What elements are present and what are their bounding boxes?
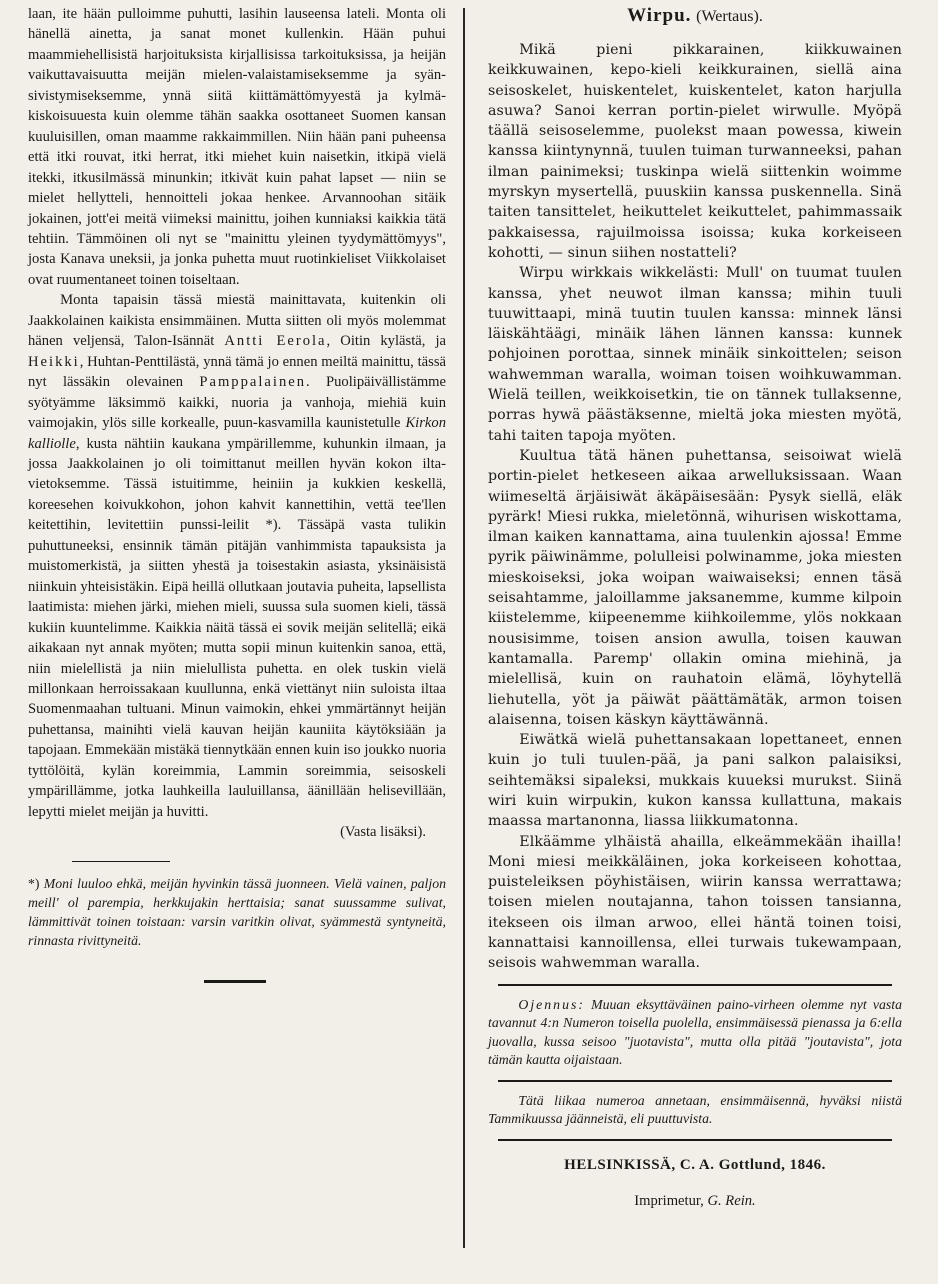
- footnote-mark: *): [28, 875, 40, 891]
- errata-label: Ojennus:: [518, 996, 585, 1012]
- article-heading: [488, 6, 902, 34]
- column-end-rule: [204, 980, 266, 983]
- continuation-note: (Vasta lisäksi).: [340, 824, 426, 841]
- section-rule-1: [498, 984, 892, 986]
- footnote: [28, 874, 446, 950]
- footnote-text: Moni luuloo ehkä, meijän hyvinkin tässä juonneen. Vielä vainen, paljon meill' ol parempia, herkkujakin herttaisia; sanat suussamme sulivat, lämmittivät toinen toistaan: varsin varitkin olivat, syämmestä syntyneitä, rinnasta rivittyneitä.: [28, 875, 447, 948]
- censor-name: G. Rein.: [707, 1193, 756, 1210]
- fable-paragraph-4: Eiwätkä wielä puhettansakaan lopettaneet, ennen kuin jo tuli tuulen-pää, ja pani salkon palaisiksi, seihtemäksi sipaleksi, mukkais kuueksi murukst. Siinä wiri kuin wirpukin, kukon kanssa kullattuna, makais maassa martanonna, liassa liikkumatonna.: [488, 732, 902, 830]
- footnote-rule: [72, 861, 170, 862]
- imprint-line: HELSINKISSÄ, C. A. Gottlund, 1846.: [564, 1156, 826, 1173]
- section-rule-2: [498, 1080, 892, 1082]
- imprimatur-label: Imprimetur,: [634, 1193, 704, 1210]
- article-paragraph-2: [28, 290, 446, 822]
- errata-text: Muuan eksyttäväinen paino-virheen olemme nyt vasta tavannut 4:n Numeron toisella puolella, ensimmäisessä pienassa ja 6:ella juovalla, kussa seisoo "juotavista", mutta olla pitää "joutavista", jota tämän kautta oijaistaan.: [488, 996, 902, 1068]
- article-subtitle: (Wertaus).: [696, 8, 763, 25]
- place-name-kirkon-kalliolle: Kirkon kalliolle: [28, 415, 446, 452]
- fable-paragraph-5: Elkäämme ylhäistä ahailla, elkeämmekään ihailla! Moni miesi meikkäläinen, joka korkeiseen kohottaa, puisteleiksen pöyhistäisen, wiirin kanssa werrattawa; toisen mielen noutajanna, tahon toissen tansianna, itekseen ois ilman arwoo, ellei häntä toinen toisi, kannattaisi kannoillensa, ellei turwais tukewampaan, seisois wahwemman waralla.: [488, 833, 902, 972]
- right-column: [488, 4, 902, 1212]
- paragraph-2-text-d: . Puolipäivällistämme syötyämme läksimmö kaikki, nuoria ja vanhoja, miehiä kuin vaimojakin, ylös sille korkealle, puun-kasvamilla kaunistetulle: [28, 374, 446, 432]
- section-rule-3: [498, 1139, 892, 1141]
- column-divider: [463, 8, 465, 1248]
- fable-paragraph-1: Mikä pieni pikkarainen, kiikkuwainen keikkuwainen, kepo-kieli keikkurainen, siellä aina seisoskelet, huiskentelet, kuiskentelet, katon harjulla asuwa? Sanoi kerran portin-pielet wirwulle. Myöpä täällä seisoselemme, puolekst maan powessa, kiwein kanssa kiintynynnä, tuulen tuiman turwanneeksi, pahan ilman painimeksi; tuskinpa wielä siittenkin woimme myrskyn mysertellä, puuskiin kanssa puskennella. Sinä taiten tansittelet, heikuttelet keikuttelet, pahimmassaik pakkaisessa, rajuilmoissa isoissa; kuka korkeiseen kohotti, — sinun siihen nostatteli?: [488, 42, 902, 261]
- paragraph-2-text-a: Monta tapaisin tässä miestä mainittavata, kuitenkin oli Jaakkolainen kaikista ensimmäinen. Mutta siitten oli myös molemmat hänen veljensä, Talon-Isännät: [28, 292, 446, 350]
- fable-paragraph-3: Kuultua tätä hänen puhettansa, seisoiwat wielä portin-pielet hetkeseen aikaa arwelluksissaan. Waan wiimeseltä ärjäisiwät äkäpäisesään: Pysyk siellä, eläk pyrärk! Miesi rukka, mieletönnä, wihurisen wiskottama, ilman kaiken kannattama, aina tuulenkin ajossa! Emme pyrik päiwinämme, polulleisi polwinamme, joka miesten mieskoiseksi, joka woipan waiwaiseksi; ennen täsä seisahtamme, jaloillamme jaksanemme, kumme kilpoin kiistelemme, kiipeenemme kiihkoilemme, ylös nokkaan nousisimme, toisen ansion awulla, toisen kauwan kantamalla. Paremp' ollakin omina miehinä, ja mielellisä, kuin on rauhatoin elämä, löyhytellä liehutella, yöt ja päiwät päättämätäk, armon toisen alaisenna, toisen käskyn käyttäwännä.: [488, 447, 902, 728]
- extra-issue-notice: Tätä liikaa numeroa annetaan, ensimmäisennä, hyväksi niistä Tammikuussa jäänneistä, eli puuttuvista.: [488, 1092, 902, 1127]
- person-name-antti-eerola: Antti Eerola: [224, 333, 327, 350]
- article-paragraph-1: laan, ite hään pulloimme puhutti, lasihin lauseensa lateli. Monta oli hänellä ainetta, ja sanat monet kullenkin. Hään puhui maammiehellisistä harjoituksista kirjallisissa tarkoituksissa, ja heijän vaikuttavaisuutta meijän mielen-valaistamiseksemme ja syän-sivistymiseksemme, ynnä siitä kiittämättömyyestä ja kylmä-kiskoisuuesta kuin olemme tähän saakka osottaneet Suomen kansan kuuluisillen, oman maamme rakkaimmillen. Niin hään pani puheensa että itki rouvat, itki herrat, itki miehet kuin naisetkin, itkipä vielä itekki, itkusilmässä minunkin; itkivät kuin pahat lapset — niin se mielet hellytteli, hennoitteli jokaa henkee. Arvannoohan sitäik jokainen, jott'ei meitä viimeksi mainittu, joihen kunniaksi kaikkia tätä tehtiin. Tämmöinen oli nyt se "mainittu yleinen tyydymättömyys", josta Kanava uneksii, ja jonka puhetta muut ruotinkieliset Viikkolaiset ovat ruumentaneet toinen toiseltaan.: [28, 6, 446, 288]
- fable-paragraph-2: Wirpu wirkkais wikkelästi: Mull' on tuumat tuulen kanssa, yhet neuwot ilman kanssa; mihin tuuli tuuwittaapi, minä tuutin tuulen kanssa: minnek länsi läiskähtäägi, minäik lähen lännen kanssa: kunnek pohjoinen porottaa, sinnek minäik sinkoittelen; seison wahwemman waralla, woiman toisen woihkuwamman. Wielä teillen, weikkoisetkin, tie on tännek tullaksenne, porras hywä päästäksenne, mieltä joka miesten myötä, tahi taiten tapoja myöten.: [488, 265, 902, 444]
- paragraph-2-text-b: , Oitin kylästä, ja: [326, 333, 446, 350]
- person-name-heikki: Heikki: [28, 353, 80, 370]
- left-column: [28, 4, 446, 983]
- imprimatur-line: [488, 1191, 902, 1211]
- paragraph-2-text-e: , kusta nähtiin kaukana ympärillemme, kuhunkin ilmaan, ja jossa Jaakkolainen jo oli toimittanut meillen hyvän kokon ilta-vietoksemme. Tässä istuitimme, heiniin ja kukkien keskellä, koreesehen koivukkohon, johon kahvit kannettihin, vettä tee'llen keitettihin, levitettiin punssi-leilit *). Tässäpä vasta tulikin puhuttuneeksi, ensinnik tämän pitäjän vanhimmista tapauksista ja muistomerkistä, ja siitten yhestä ja toisestakin asiasta, yksinäisistä niinkuin yhteisistäkin. Eipä heillä ollutkaan joutavia puheita, lapsellista laatimista: miehen järki, miehen mieli, suussa sula suomen kieli, tässä kukiin kuuntelimme. Kaikkia näitä tässä ei sovik meijän selitellä; eikä aikakaan nyt annak myöten; mutta sopii minun kuitenkin sanoa, että, niin mielellistä ja niin mielullista puhetta. en olek tuskin vielä millonkaan herroissakaan kuullunna, enkä viettänyt niin suloista iltaa Suomenmaahan tultuani. Minun vaimokin, ehkei ymmärtännyt heijän puhettansa, mainihti vielä kauvan heijän kauniita käytöksiään ja tapojaan. Emmekään mistäkä tiennytkään ennen kuin iso joukko nuoria tyttölöitä, kylän koreimmia, Lammin soreimmia, seisoskeli ympärillämme, jotka lauhkeilla lauluillansa, äänillään helisevillään, lepytti mielet meijän ja huvitti.: [28, 435, 446, 820]
- errata-notice: [488, 996, 902, 1070]
- person-name-pamppalainen: Pamppalainen: [199, 374, 307, 391]
- article-title: Wirpu.: [627, 5, 692, 26]
- paragraph-2-text-c: , Huhtan-Penttilästä, ynnä tämä jo ennen meiltä mainittu, tässä nyt lässäkin olevainen: [28, 353, 446, 391]
